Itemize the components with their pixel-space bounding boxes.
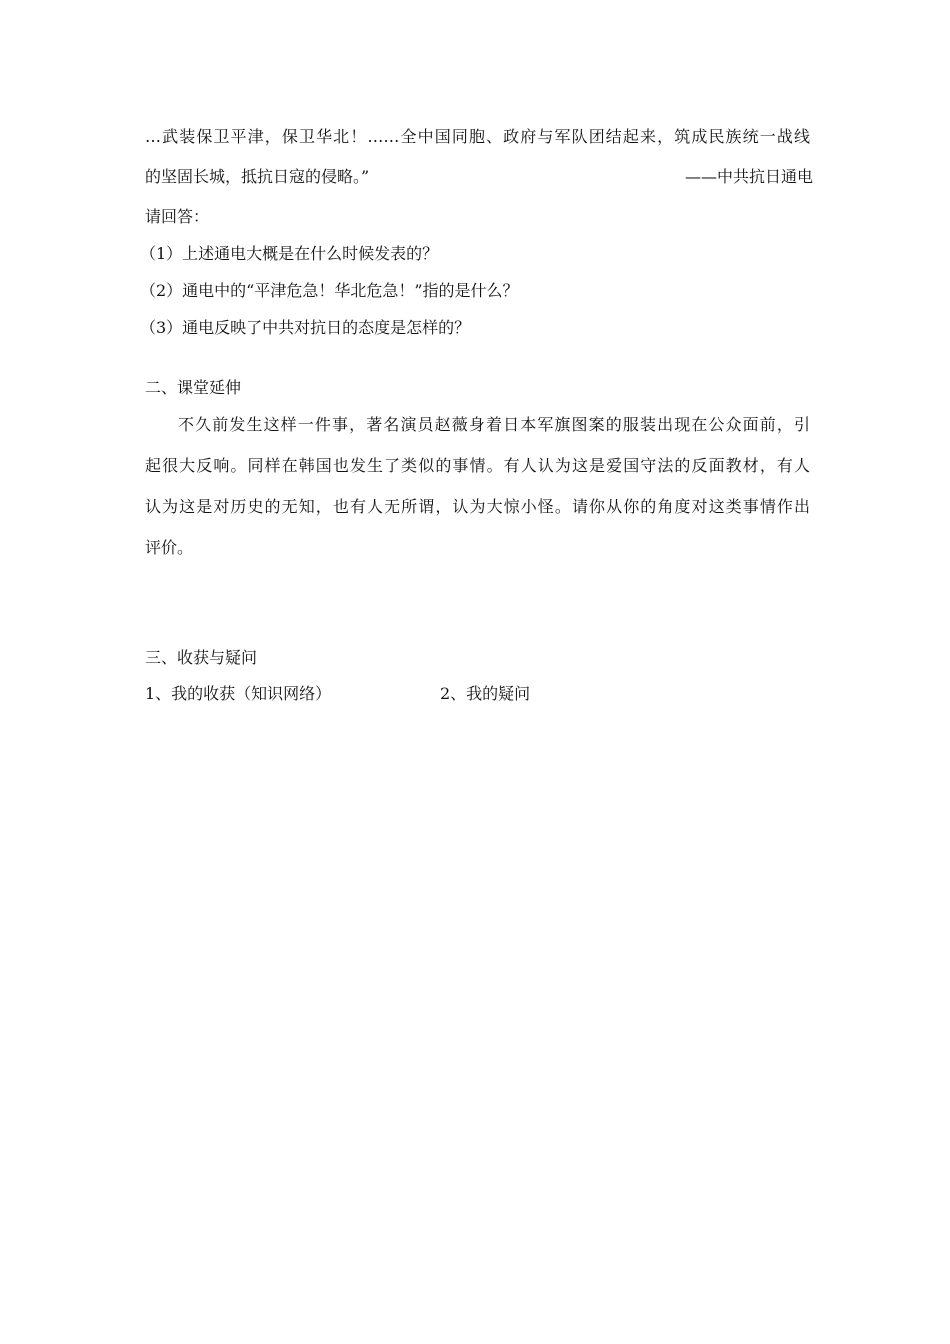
section-2-line-4: 评价。 [145, 538, 194, 557]
section-2-line-1: 不久前发生这样一件事，著名演员赵薇身着日本军旗图案的服装出现在公众面前，引 [178, 415, 810, 434]
quote-line-1: …武装保卫平津，保卫华北！……全中国同胞、政府与军队团结起来，筑成民族统一战线 [145, 127, 810, 146]
section-2-heading: 二、课堂延伸 [145, 378, 242, 397]
section-2-line-2: 起很大反响。同样在韩国也发生了类似的事情。有人认为这是爱国守法的反面教材，有人 [145, 456, 810, 475]
section-3-heading: 三、收获与疑问 [145, 648, 258, 667]
quote-source: ——中共抗日通电 [685, 167, 814, 186]
section-2-line-3: 认为这是对历史的无知，也有人无所谓，认为大惊小怪。请你从你的角度对这类事情作出 [145, 497, 810, 516]
question-1: （1）上述通电大概是在什么时候发表的？ [140, 244, 439, 263]
quote-line-2 [145, 167, 814, 187]
answer-prompt: 请回答： [145, 207, 210, 226]
section-3-item-2: 2、我的疑问 [440, 684, 531, 703]
quote-line-2-text: 的坚固长城，抵抗日寇的侵略。” [145, 167, 370, 186]
question-3: （3）通电反映了中共对抗日的态度是怎样的？ [140, 318, 471, 337]
section-3-item-1: 1、我的收获（知识网络） [145, 684, 332, 703]
question-2: （2）通电中的“平津危急！华北危急！”指的是什么？ [140, 281, 519, 300]
